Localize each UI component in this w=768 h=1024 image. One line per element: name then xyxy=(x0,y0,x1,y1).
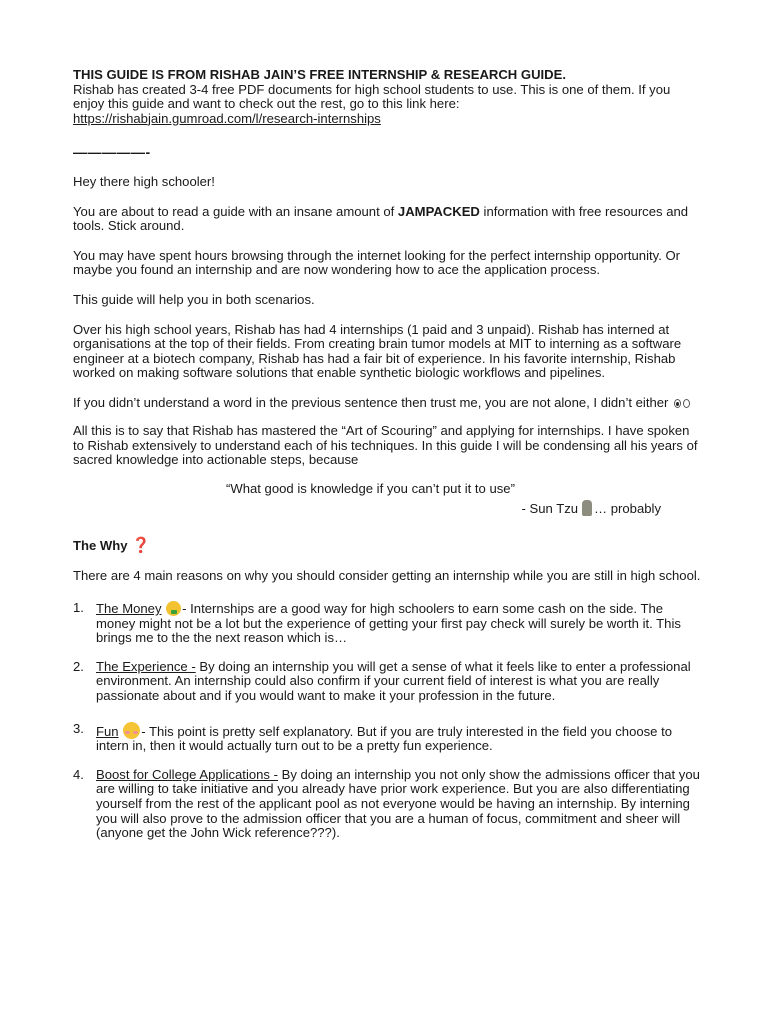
jampacked-bold: JAMPACKED xyxy=(397,203,480,219)
list-item xyxy=(73,601,703,646)
greeting: Hey there high schooler! xyxy=(73,173,215,189)
list-item xyxy=(73,768,703,841)
quote-attribution xyxy=(73,500,661,517)
paragraph-jampacked xyxy=(73,205,703,234)
guide-intro-text: Rishab has created 3-4 free PDF documents for high school students to use. This is one of them. If you enjoy this guide and want to check out the rest, go to this link here: xyxy=(73,81,671,112)
red-question-mark-icon: ❓ xyxy=(131,536,151,554)
reason-text: - Internships are a good way for high schoolers to earn some cash on the side. The money might not be a lot but the experience of getting your first pay check will surely be worth it. This brings me to the the next reason which is… xyxy=(96,601,681,646)
list-number: 4. xyxy=(73,766,84,782)
paragraph-experience: Over his high school years, Rishab has had 4 internships (1 paid and 3 unpaid). Rishab has interned at organisations at the top of their fields. From creating brain tumor models at MIT to interning as a software engineer at a biotech company, Rishab has had a fair bit of experience. In his favorite internship, Rishab worked on making software solutions that enable synthetic biologic workflows and pipelines. xyxy=(73,321,682,381)
paragraph-text: If you didn’t understand a word in the previous sentence then trust me, you are not alone, I didn’t either xyxy=(73,394,669,410)
paragraph-text: information with free resources and tools. Stick around. xyxy=(73,203,689,234)
reason-text: By doing an internship you will get a sense of what it feels like to enter a professional environment. An internship could also confirm if your current field of interest is what you are really passionate about and if you would want to make it your profession in the future. xyxy=(96,658,691,704)
reasons-list xyxy=(73,601,703,841)
money-mouth-face-icon xyxy=(166,601,181,616)
reason-text: By doing an internship you not only show the admissions officer that you are willing to take initiative and you already have prior work experience. But you are also differentiating yourself from the rest of the applicant pool as not everyone would be having an internship. By interning you will also prove to the admission officer that you are a human of focus, commitment and sheer will (anyone get the John Wick reference???). xyxy=(96,766,700,841)
list-number: 3. xyxy=(73,720,84,736)
eyes-icon xyxy=(674,399,692,408)
heading-text: The Why xyxy=(73,537,128,553)
list-number: 2. xyxy=(73,658,84,674)
attribution-author: - Sun Tzu xyxy=(521,501,579,517)
moai-icon xyxy=(582,500,592,516)
attribution-suffix: … probably xyxy=(594,501,661,517)
list-number: 1. xyxy=(73,600,84,616)
section-heading-why xyxy=(73,536,703,554)
reason-label: Fun xyxy=(96,723,119,739)
paragraph-text: You are about to read a guide with an insane amount of xyxy=(73,203,398,219)
guide-intro xyxy=(73,68,703,126)
paragraph-scouring: All this is to say that Rishab has mastered the “Art of Scouring” and applying for internships. I have spoken to Rishab extensively to understand each of his techniques. In this guide I will be condensing all his years of sacred knowledge into actionable steps, because xyxy=(73,422,698,468)
smiling-face-icon xyxy=(123,722,140,739)
document-page xyxy=(73,68,703,855)
reason-text: - This point is pretty self explanatory. But if you are truly interested in the field you choose to intern in, then it would actually turn out to be a pretty fun experience. xyxy=(96,723,673,754)
list-item xyxy=(73,722,703,754)
reason-label: The Experience - xyxy=(96,658,196,674)
paragraph-scenarios: This guide will help you in both scenarios. xyxy=(73,291,315,307)
why-intro: There are 4 main reasons on why you should consider getting an internship while you are still in high school. xyxy=(73,568,701,584)
reason-label: Boost for College Applications - xyxy=(96,766,278,782)
paragraph-browsing: You may have spent hours browsing through the internet looking for the perfect internship opportunity. Or maybe you found an internship and are now wondering how to ace the application process. xyxy=(73,247,681,278)
paragraph-understand xyxy=(73,393,703,412)
gumroad-link[interactable]: https://rishabjain.gumroad.com/l/research-internships xyxy=(73,110,381,126)
guide-title: THIS GUIDE IS FROM RISHAB JAIN’S FREE INTERNSHIP & RESEARCH GUIDE. xyxy=(73,67,567,82)
list-item xyxy=(73,660,703,704)
reason-label: The Money xyxy=(96,601,162,617)
divider: —————- xyxy=(73,144,151,161)
sun-tzu-quote: “What good is knowledge if you can’t put it to use” xyxy=(226,480,515,496)
